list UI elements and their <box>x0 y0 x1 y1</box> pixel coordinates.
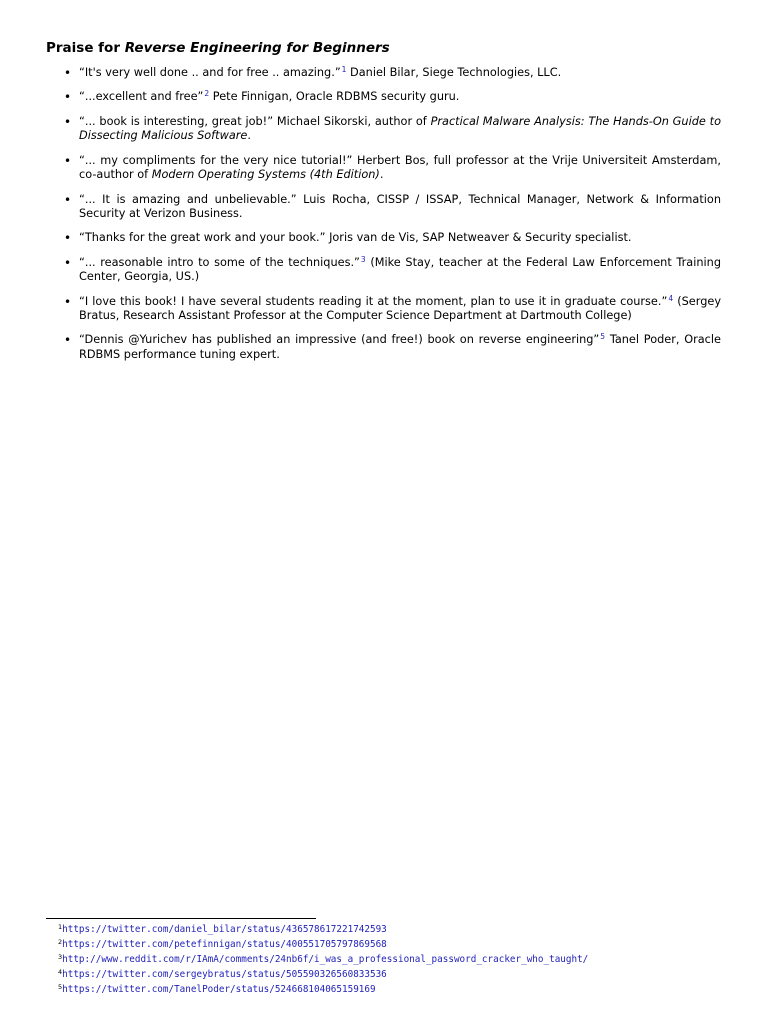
footnotes <box>58 921 588 996</box>
praise-quote: “... reasonable intro to some of the techniques.” <box>79 255 360 269</box>
praise-tail: . <box>247 129 251 143</box>
praise-quote: “I love this book! I have several students reading it at the moment, plan to use it in graduate course.” <box>79 294 668 308</box>
praise-item <box>46 115 721 144</box>
footnote-number: 2 <box>58 938 63 946</box>
praise-attribution: (Sergey Bratus, Research Assistant Professor at the Computer Science Department at Dartmouth College) <box>79 294 722 322</box>
praise-quote: “... It is amazing and unbelievable.” Luis Rocha, CISSP / ISSAP, Technical Manager, Network & Information Security at Verizon Business. <box>79 192 721 220</box>
praise-quote: “... book is interesting, great job!” Michael Sikorski, author of <box>79 114 431 128</box>
footnote <box>58 966 588 981</box>
praise-item <box>46 90 721 104</box>
footnote-link[interactable]: https://twitter.com/petefinnigan/status/400551705797869568 <box>62 939 387 950</box>
praise-item <box>46 66 721 80</box>
footnote-link[interactable]: http://www.reddit.com/r/IAmA/comments/24nb6f/i_was_a_professional_password_cracker_who_taught/ <box>62 954 589 965</box>
praise-item <box>46 231 721 245</box>
book-title: Reverse Engineering for Beginners <box>124 40 390 56</box>
footnote-ref[interactable]: 4 <box>668 293 674 303</box>
footnote-link[interactable]: https://twitter.com/TanelPoder/status/524668104065159169 <box>62 984 376 995</box>
footnote <box>58 936 588 951</box>
footnote-ref[interactable]: 5 <box>600 332 606 342</box>
footnote-ref[interactable]: 1 <box>341 65 347 74</box>
book-reference: Modern Operating Systems (4th Edition) <box>151 168 380 182</box>
footnote-link[interactable]: https://twitter.com/daniel_bilar/status/436578617221742593 <box>62 924 387 935</box>
praise-item <box>46 295 721 324</box>
praise-tail: . <box>379 168 384 182</box>
footnote-ref[interactable]: 3 <box>360 254 366 264</box>
footnote-number: 3 <box>58 953 63 961</box>
footnote <box>58 951 588 966</box>
footnote-number: 5 <box>58 983 63 991</box>
footnote-link[interactable]: https://twitter.com/sergeybratus/status/505590326560833536 <box>62 969 387 980</box>
page-heading <box>46 40 390 56</box>
heading-prefix: Praise for <box>46 40 125 56</box>
praise-quote: “Thanks for the great work and your book.” Joris van de Vis, SAP Netweaver & Security specialist. <box>79 231 632 245</box>
book-reference: Practical Malware Analysis: The Hands-On Guide to Dissecting Malicious Software <box>79 114 721 143</box>
praise-attribution: Daniel Bilar, Siege Technologies, LLC. <box>346 66 562 79</box>
praise-item <box>46 193 721 222</box>
footnote-number: 1 <box>58 923 63 931</box>
praise-attribution: (Mike Stay, teacher at the Federal Law Enforcement Training Center, Georgia, US.) <box>79 255 721 284</box>
praise-attribution: Pete Finnigan, Oracle RDBMS security guru. <box>209 90 460 104</box>
footnote-ref[interactable]: 2 <box>204 89 210 99</box>
praise-attribution: Tanel Poder, Oracle RDBMS performance tuning expert. <box>79 333 721 361</box>
praise-quote: “...excellent and free” <box>79 90 204 104</box>
footnote-divider <box>46 918 316 919</box>
praise-item <box>46 154 721 183</box>
praise-item <box>46 333 721 362</box>
praise-quote: “... my compliments for the very nice tutorial!” Herbert Bos, full professor at the Vrije Universiteit Amsterdam, co-author of <box>79 153 721 182</box>
praise-item <box>46 256 721 285</box>
praise-quote: “It's very well done .. and for free .. amazing.” <box>79 66 341 79</box>
praise-quote: “Dennis @Yurichev has published an impressive (and free!) book on reverse engineering” <box>79 333 600 347</box>
praise-list <box>46 66 721 372</box>
footnote-number: 4 <box>58 968 63 976</box>
footnote <box>58 981 588 996</box>
footnote <box>58 921 588 936</box>
